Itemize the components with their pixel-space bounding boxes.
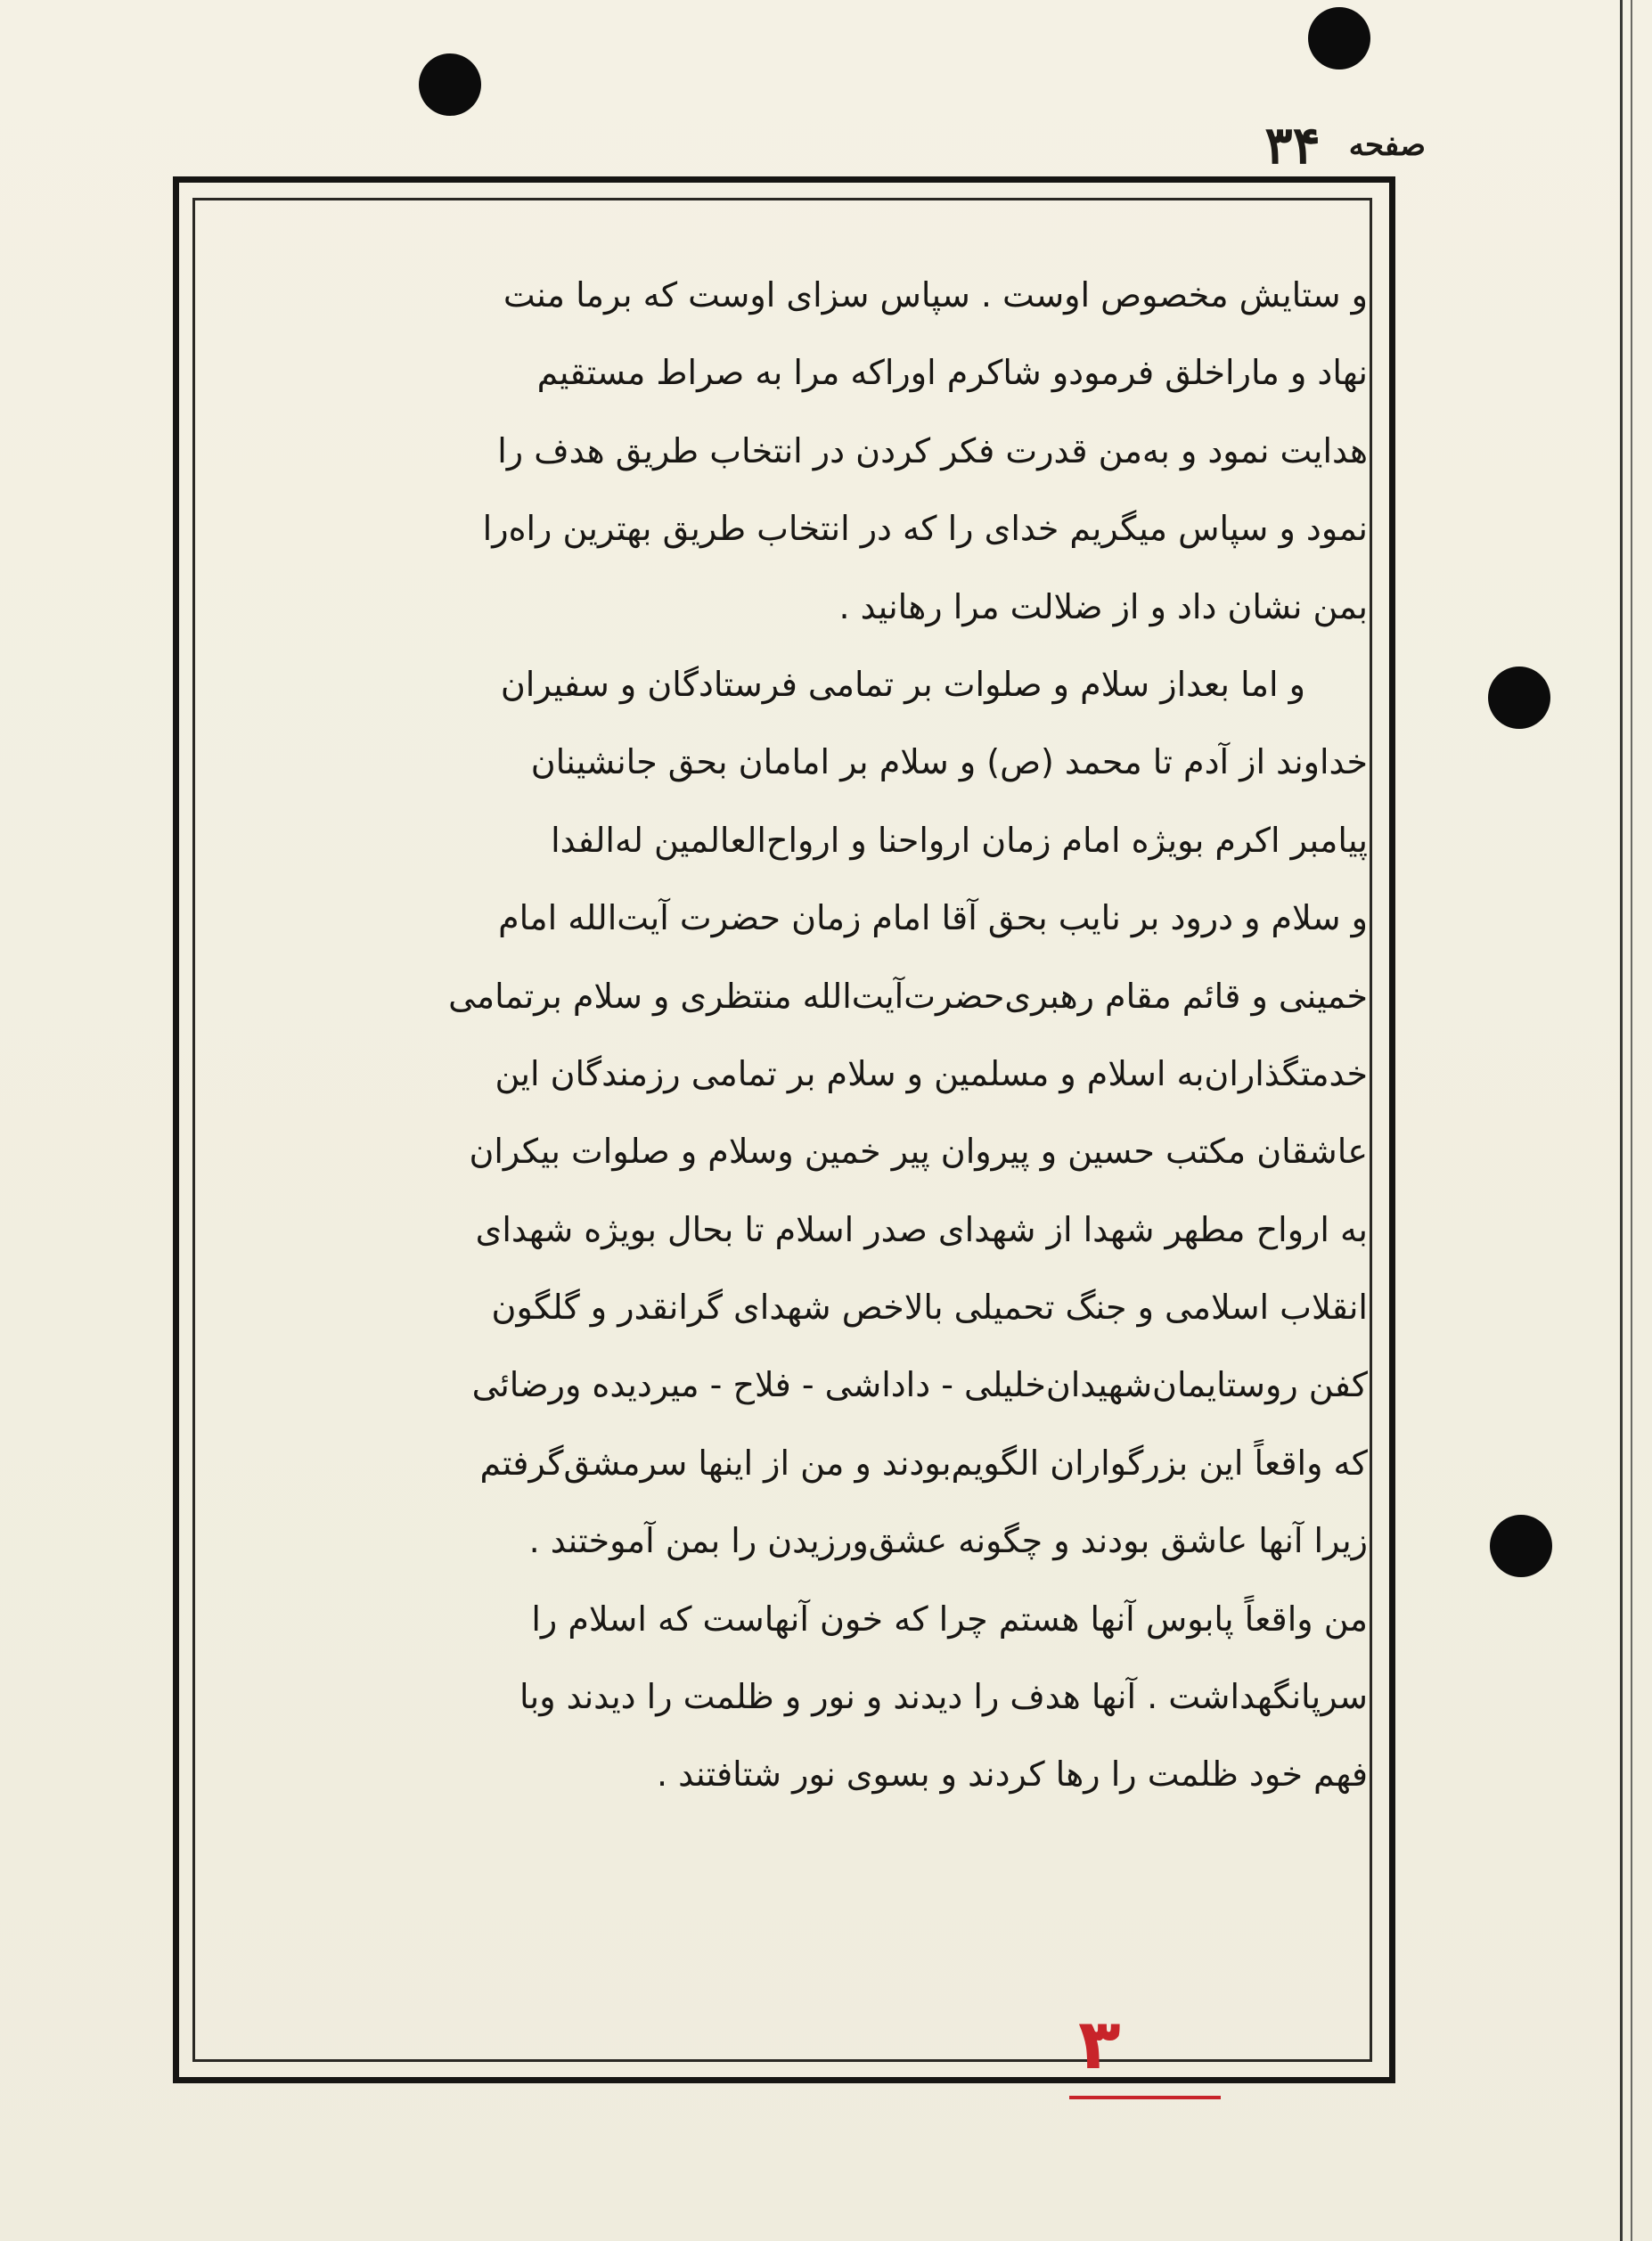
text-line: خداوند از آدم تا محمد (ص) و سلام بر امامان بحق جانشینان [530,742,1368,782]
text-line: کفن روستایمان‌شهیدان‌خلیلی - داداشی - فلاح - میردیده ورضائی [471,1365,1368,1405]
letter-body [223,257,1368,1814]
page-number: ۳۴ [1264,115,1321,176]
text-line: که واقعاً این بزرگواران الگویم‌بودند و من از اینها سرمشق‌گرفتم [479,1443,1368,1483]
text-line: زیرا آنها عاشق بودند و چگونه عشق‌ورزیدن را بمن آموختند . [528,1521,1368,1561]
text-line: به ارواح مطهر شهدا از شهدای صدر اسلام تا بحال بویژه شهدای [475,1209,1368,1249]
text-line: خدمتگذاران‌به اسلام و مسلمین و سلام بر تمامی رزمندگان این [495,1053,1368,1093]
text-line: نهاد و ماراخلق فرمودو شاکرم اوراکه مرا به صراط مستقیم [536,353,1368,393]
text-line: هدایت نمود و به‌من قدرت فکر کردن در انتخاب طریق هدف را [497,430,1368,470]
text-line: من واقعاً پابوس آنها هستم چرا که خون آنهاست که اسلام را [531,1599,1368,1639]
handwritten-underline [1069,2096,1221,2099]
page-header [1194,114,1426,176]
text-line: بمن نشان داد و از ضلالت مرا رهانید . [838,586,1368,626]
handwritten-page-mark: ۳ [1078,2005,1121,2085]
text-line: عاشقان مکتب حسین و پیروان پیر خمین وسلام و صلوات بیکران [469,1132,1368,1172]
text-line: انقلاب اسلامی و جنگ تحمیلی بالاخص شهدای گرانقدر و گلگون [491,1288,1368,1328]
punch-hole [419,53,481,116]
punch-hole [1488,667,1550,729]
punch-hole [1308,7,1370,70]
text-line: خمینی و قائم مقام رهبری‌حضرت‌آیت‌الله منتظری و سلام برتمامی [448,976,1368,1016]
text-line: نمود و سپاس میگریم خدای را که در انتخاب طریق بهترین راه‌را [482,509,1368,549]
binding-edge-line-secondary [1631,0,1632,2241]
page-label: صفحه [1348,127,1426,163]
text-line: پیامبر اکرم بویژه امام زمان ارواحنا و ارواح‌العالمین له‌الفدا [551,820,1368,860]
text-line: و سلام و درود بر نایب بحق آقا امام زمان حضرت آیت‌الله امام [498,898,1368,938]
text-line: سرپانگهداشت . آنها هدف را دیدند و نور و ظلمت را دیدند وبا [519,1677,1368,1717]
text-line: و ستایش مخصوص اوست . سپاس سزای اوست که برما منت [503,275,1368,315]
punch-hole [1490,1515,1552,1577]
binding-edge-line [1620,0,1623,2241]
text-line: فهم خود ظلمت را رها کردند و بسوی نور شتافتند . [656,1754,1368,1795]
text-line: و اما بعداز سلام و صلوات بر تمامی فرستادگان و سفیران [500,664,1305,704]
